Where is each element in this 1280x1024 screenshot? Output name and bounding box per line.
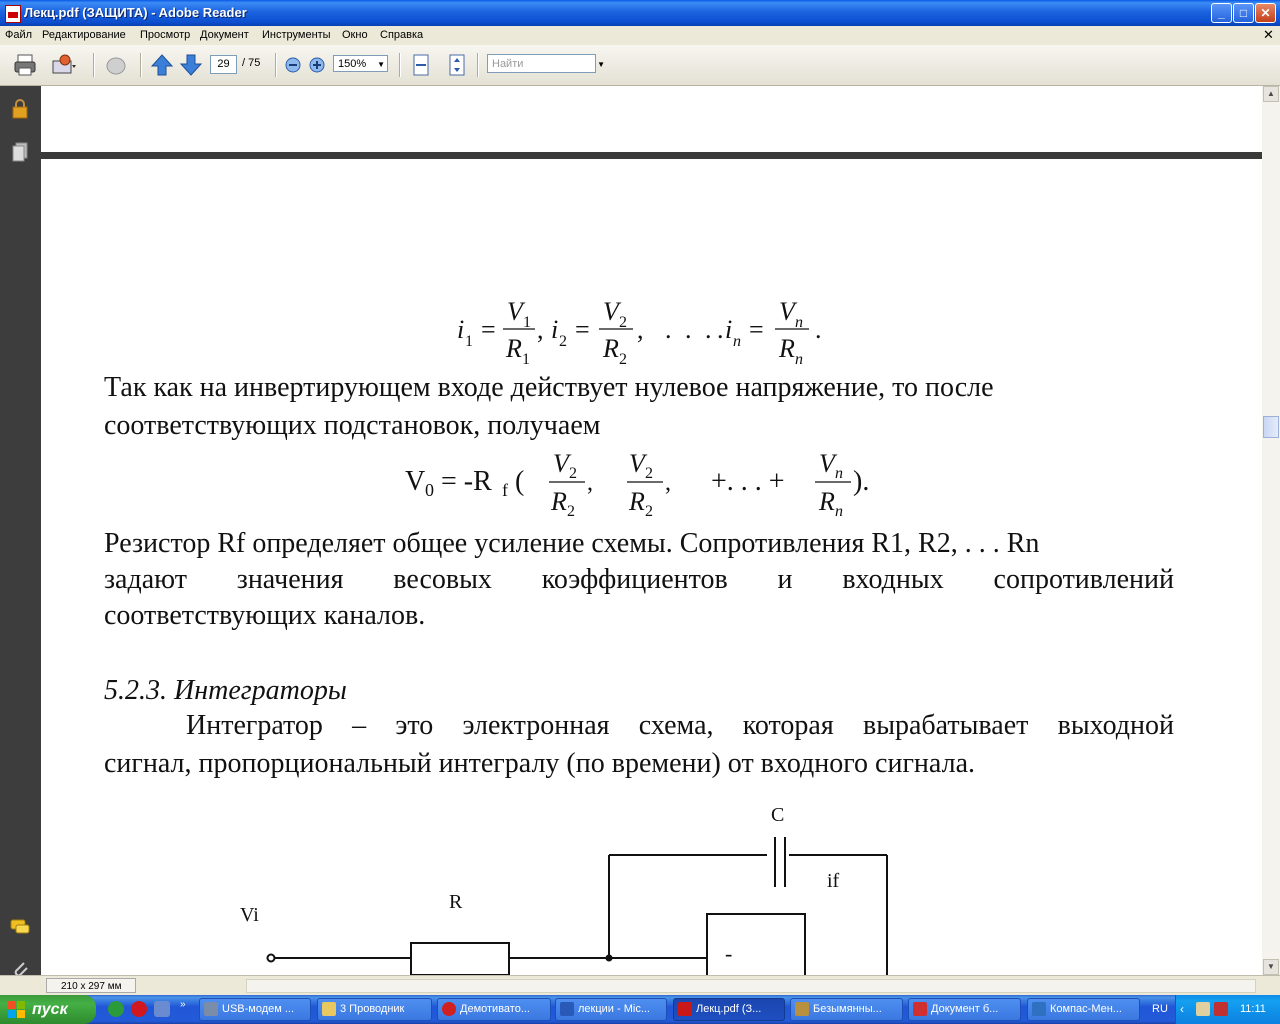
svg-text:V: V <box>629 449 645 478</box>
paragraph-1-line-1: Так как на инвертирующем входе действует нулевое напряжение, то после <box>104 372 994 403</box>
menu-document[interactable]: Документ <box>200 29 249 41</box>
system-tray <box>1175 995 1280 1024</box>
scroll-up-icon[interactable]: ▲ <box>1263 86 1279 102</box>
start-label: пуск <box>32 1001 68 1018</box>
svg-text:V: V <box>779 297 795 326</box>
next-page-icon[interactable] <box>178 52 204 78</box>
svg-text:.: . <box>685 315 692 344</box>
page-size: 210 x 297 мм <box>46 978 136 993</box>
lock-icon[interactable] <box>9 98 31 120</box>
svg-text:= -R: = -R <box>441 466 492 497</box>
svg-text:2: 2 <box>619 351 627 368</box>
network-icon[interactable] <box>1196 1002 1210 1016</box>
opera-icon <box>442 1002 456 1016</box>
svg-text:i: i <box>725 315 733 344</box>
section-heading: 5.2.3. Интеграторы <box>104 675 347 706</box>
page-divider <box>41 152 1262 159</box>
quick-launch-app-icon[interactable] <box>154 1001 170 1017</box>
task-word[interactable]: лекции - Mic... <box>555 998 667 1021</box>
modem-icon <box>204 1002 218 1016</box>
svg-text:0: 0 <box>425 480 434 500</box>
task-opera[interactable]: Демотивато... <box>437 998 551 1021</box>
minimize-button[interactable]: _ <box>1211 3 1232 23</box>
svg-text:n: n <box>795 314 803 331</box>
capacitor-label: C <box>771 804 785 826</box>
paragraph-2-line-2: задают значения весовых коэффициентов и входных сопротивлений <box>104 564 1174 595</box>
menu-tools[interactable]: Инструменты <box>262 29 331 41</box>
svg-text:R: R <box>819 487 835 516</box>
taskbar <box>0 995 1280 1024</box>
menu-help[interactable]: Справка <box>380 29 424 41</box>
svg-text:V: V <box>507 297 523 326</box>
scroll-down-icon[interactable]: ▼ <box>1263 959 1279 975</box>
find-dropdown-icon[interactable]: ▼ <box>597 60 605 69</box>
kompas-icon <box>913 1002 927 1016</box>
svg-text:=: = <box>575 315 590 344</box>
opamp-minus-label: - <box>725 941 733 966</box>
zoom-select[interactable] <box>333 55 388 72</box>
svg-text:2: 2 <box>645 503 653 520</box>
task-kompas-document[interactable]: Документ б... <box>908 998 1021 1021</box>
close-button[interactable]: ✕ <box>1255 3 1276 23</box>
svg-text:R: R <box>506 334 522 363</box>
svg-text:1: 1 <box>523 314 531 331</box>
menu-view[interactable]: Просмотр <box>140 29 191 41</box>
zoom-in-icon[interactable] <box>306 52 332 78</box>
kompas-manager-icon <box>1032 1002 1046 1016</box>
document-close-icon[interactable]: ✕ <box>1263 27 1274 42</box>
formula-currents-graphic <box>451 291 871 371</box>
scroll-thumb[interactable] <box>1263 416 1279 438</box>
svg-text:(: ( <box>515 466 525 497</box>
svg-text:.: . <box>717 315 724 344</box>
paragraph-2-line-1: Резистор Rf определяет общее усиление схемы. Сопротивления R1, R2, . . . Rn <box>104 528 1040 559</box>
vertical-scrollbar[interactable] <box>1262 86 1280 975</box>
svg-text:.: . <box>705 315 712 344</box>
quick-launch-expand-icon[interactable]: » <box>180 999 186 1010</box>
integrator-circuit <box>231 801 991 975</box>
svg-text:V: V <box>603 297 619 326</box>
svg-text:R: R <box>629 487 645 516</box>
status-bar <box>0 975 1280 996</box>
svg-text:,: , <box>537 315 544 344</box>
fit-width-icon[interactable] <box>408 52 434 78</box>
svg-text:.: . <box>815 315 822 344</box>
task-kompas-manager[interactable]: Компас-Мен... <box>1027 998 1140 1021</box>
antivirus-icon[interactable] <box>1214 1002 1228 1016</box>
svg-text:n: n <box>835 503 843 520</box>
zoom-value: 150% <box>338 58 367 70</box>
svg-text:,: , <box>637 315 644 344</box>
svg-text:).: ). <box>853 466 870 497</box>
comments-icon[interactable] <box>9 916 31 938</box>
menu-window[interactable]: Окно <box>342 29 368 41</box>
svg-text:+. . . +: +. . . + <box>711 466 785 497</box>
navigation-pane <box>0 86 41 975</box>
pages-icon[interactable] <box>9 141 31 163</box>
feedback-current-label: if <box>827 870 840 892</box>
quick-launch-opera-icon[interactable] <box>131 1001 147 1017</box>
resistor-label: R <box>449 891 463 913</box>
menu-bar <box>0 26 1280 45</box>
find-input[interactable] <box>487 54 605 73</box>
svg-text:.: . <box>665 315 672 344</box>
paragraph-2-line-3: соответствующих каналов. <box>104 600 426 631</box>
svg-text:2: 2 <box>559 333 567 350</box>
formula-output-graphic <box>401 444 901 524</box>
svg-text:V: V <box>819 449 835 478</box>
horizontal-scrollbar[interactable] <box>246 979 1256 993</box>
find-placeholder: Найти <box>492 58 524 70</box>
svg-text:f: f <box>502 480 508 500</box>
language-indicator[interactable]: RU <box>1152 1003 1168 1015</box>
menu-edit[interactable]: Редактирование <box>42 29 126 41</box>
svg-text:V: V <box>553 449 569 478</box>
tray-expand-icon[interactable]: ‹ <box>1180 1002 1184 1016</box>
svg-text:1: 1 <box>465 333 473 350</box>
paint-icon <box>795 1002 809 1016</box>
svg-text:n: n <box>835 465 843 482</box>
start-button[interactable] <box>0 995 96 1024</box>
folder-icon <box>322 1002 336 1016</box>
svg-text:R: R <box>603 334 619 363</box>
svg-text:1: 1 <box>522 351 530 368</box>
paragraph-1-line-2: соответствующих подстановок, получаем <box>104 410 601 441</box>
task-usb-modem[interactable]: USB-модем ... <box>199 998 311 1021</box>
paragraph-3-line-2: сигнал, пропорциональный интегралу (по времени) от входного сигнала. <box>104 748 975 779</box>
svg-text:,: , <box>665 470 671 496</box>
previous-page-icon[interactable] <box>149 52 175 78</box>
document-view[interactable] <box>41 86 1262 975</box>
quick-launch-browser-icon[interactable] <box>108 1001 124 1017</box>
svg-text:2: 2 <box>645 465 653 482</box>
svg-text:2: 2 <box>567 503 575 520</box>
svg-text:n: n <box>795 351 803 368</box>
windows-flag-icon <box>8 1001 26 1018</box>
paragraph-3-line-1: Интегратор – это электронная схема, которая вырабатывает выходной <box>186 710 1174 741</box>
chevron-down-icon: ▼ <box>377 60 385 69</box>
svg-text:2: 2 <box>619 314 627 331</box>
svg-text:R: R <box>551 487 567 516</box>
window-title: Лекц.pdf (ЗАЩИТА) - Adobe Reader <box>24 5 247 20</box>
hand-tool-icon[interactable] <box>103 52 129 78</box>
input-voltage-label: Vi <box>240 904 259 926</box>
task-paint[interactable]: Безымянны... <box>790 998 903 1021</box>
fit-page-icon[interactable] <box>444 52 470 78</box>
task-explorer[interactable]: 3 Проводник <box>317 998 432 1021</box>
svg-text:i: i <box>551 315 559 344</box>
print-icon[interactable] <box>12 52 38 78</box>
pdf-icon <box>678 1002 692 1016</box>
email-print-icon[interactable] <box>50 52 76 78</box>
menu-file[interactable]: Файл <box>5 29 33 41</box>
svg-text:=: = <box>749 315 764 344</box>
svg-text:2: 2 <box>569 465 577 482</box>
svg-text:i: i <box>457 315 465 344</box>
svg-text:,: , <box>587 470 593 496</box>
word-icon <box>560 1002 574 1016</box>
svg-text:R: R <box>779 334 795 363</box>
toolbar <box>0 45 1280 86</box>
svg-text:n: n <box>733 333 741 350</box>
page-number-input[interactable]: 29 <box>210 55 237 74</box>
svg-text:V: V <box>405 466 426 497</box>
zoom-out-icon[interactable] <box>282 52 308 78</box>
page-total: / 75 <box>242 57 261 69</box>
clock[interactable]: 11:11 <box>1240 1003 1266 1015</box>
maximize-button[interactable]: □ <box>1233 3 1254 23</box>
task-adobe-reader[interactable]: Лекц.pdf (З... <box>673 998 785 1021</box>
svg-text:=: = <box>481 315 496 344</box>
title-bar <box>0 0 1280 26</box>
pdf-app-icon <box>5 5 21 23</box>
